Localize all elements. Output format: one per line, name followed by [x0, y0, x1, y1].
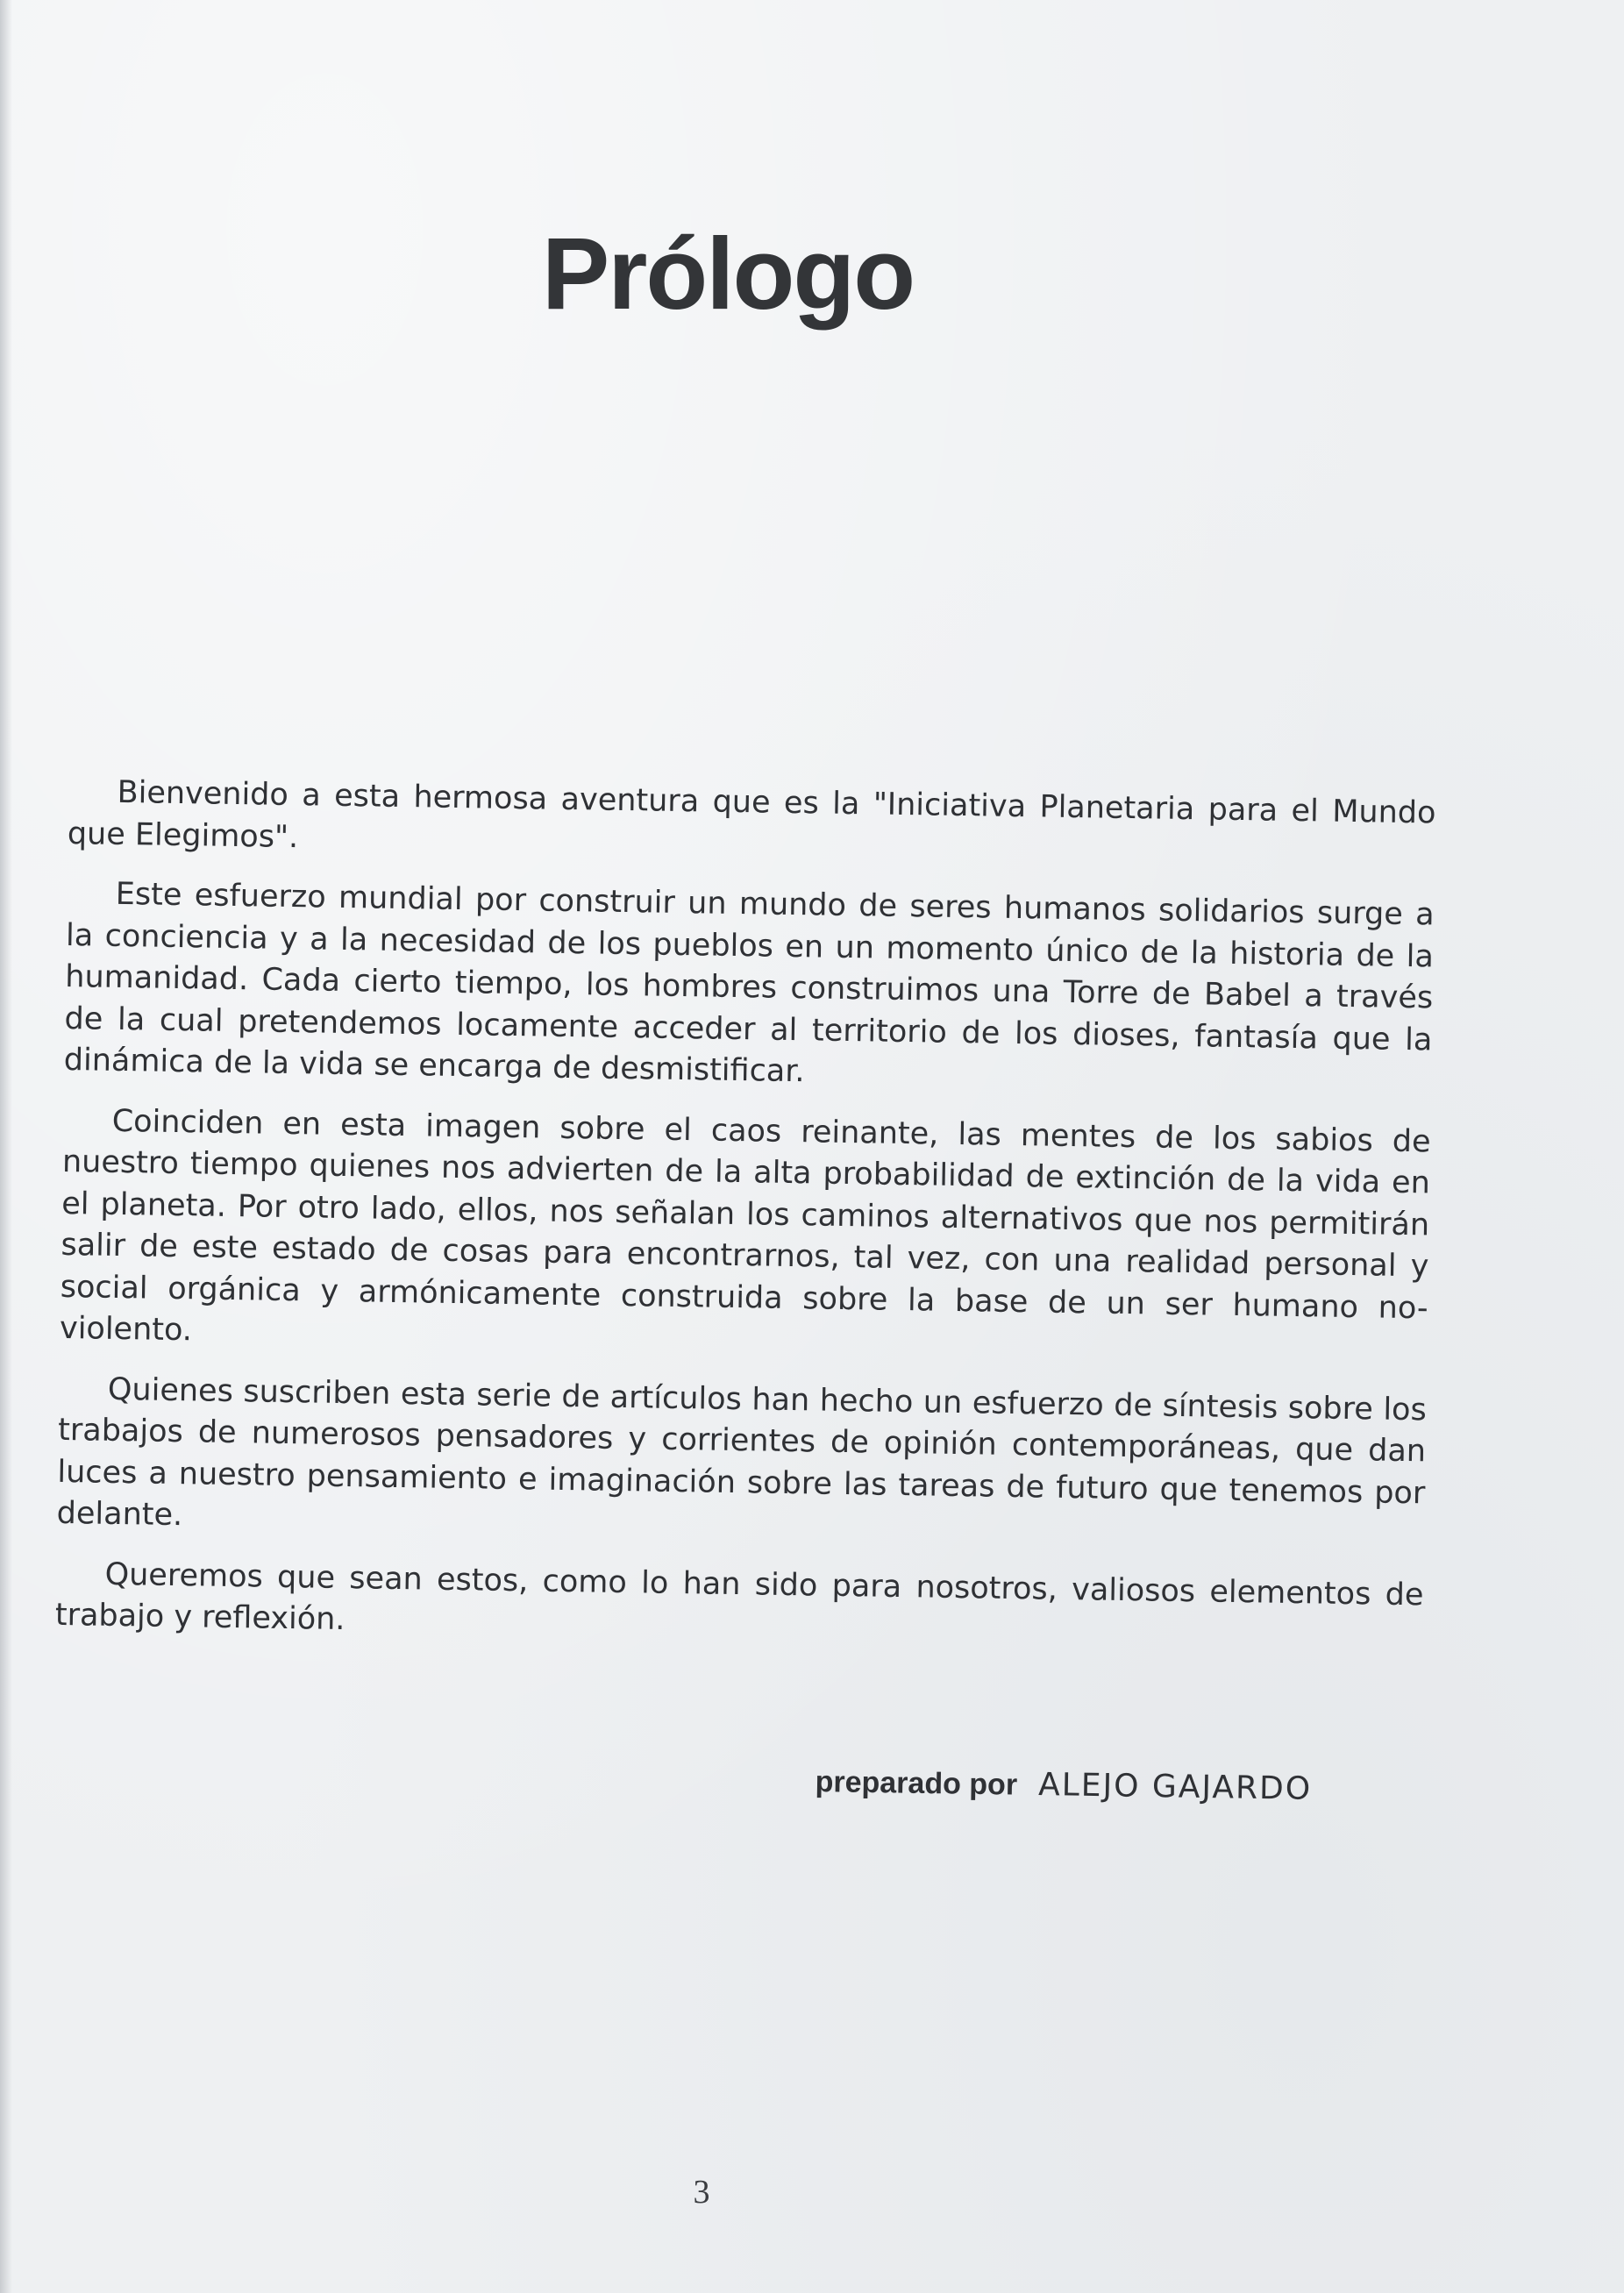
- signature-author: ALEJO GAJARDO: [1037, 1766, 1313, 1807]
- paragraph-2: Este esfuerzo mundial por construir un mundo de seres humanos solidarios surge a la conciencia y a la necesidad de los pueblos en un momento único de la historia de la humanidad. Cada cierto tiempo, los hombres construimos una Torre de Babel a través de la cual pretendemos locamente acceder al territorio de los dioses, fantasía que la dinámica de la vida se encarga de desmistificar.: [63, 876, 1435, 1090]
- page-number: 3: [693, 2174, 710, 2211]
- paragraph-1: Bienvenido a esta hermosa aventura que es la "Iniciativa Planetaria para el Mundo que Elegimos".: [67, 774, 1436, 855]
- signature: [815, 1762, 1429, 1809]
- paragraph-3: Coinciden en esta imagen sobre el caos reinante, las mentes de los sabios de nuestro tiempo quienes nos advierten de la alta probabilidad de extinción de la vida en el planeta. Por otro lado, ellos, nos señalan los caminos alternativos que nos permitirán salir de este estado de cosas para encontrarnos, tal vez, con una realidad personal y social orgánica y armónicamente construida sobre la base de un ser humano no-violento.: [59, 1103, 1431, 1349]
- paragraph-4: Quienes suscriben esta serie de artículos han hecho un esfuerzo de síntesis sobre los trabajos de numerosos pensadores y corrientes de opinión contemporáneas, que dan luces a nuestro pensamiento e imaginación sobre las tareas de futuro que tenemos por delante.: [56, 1371, 1428, 1534]
- signature-prefix: preparado por: [815, 1764, 1018, 1802]
- prologue-body: [54, 772, 1436, 1677]
- page-title: Prólogo: [541, 217, 915, 331]
- paragraph-5: Queremos que sean estos, como lo han sido para nosotros, valiosos elementos de trabajo y reflexión.: [54, 1556, 1424, 1638]
- page-edge-shadow: [0, 0, 12, 2293]
